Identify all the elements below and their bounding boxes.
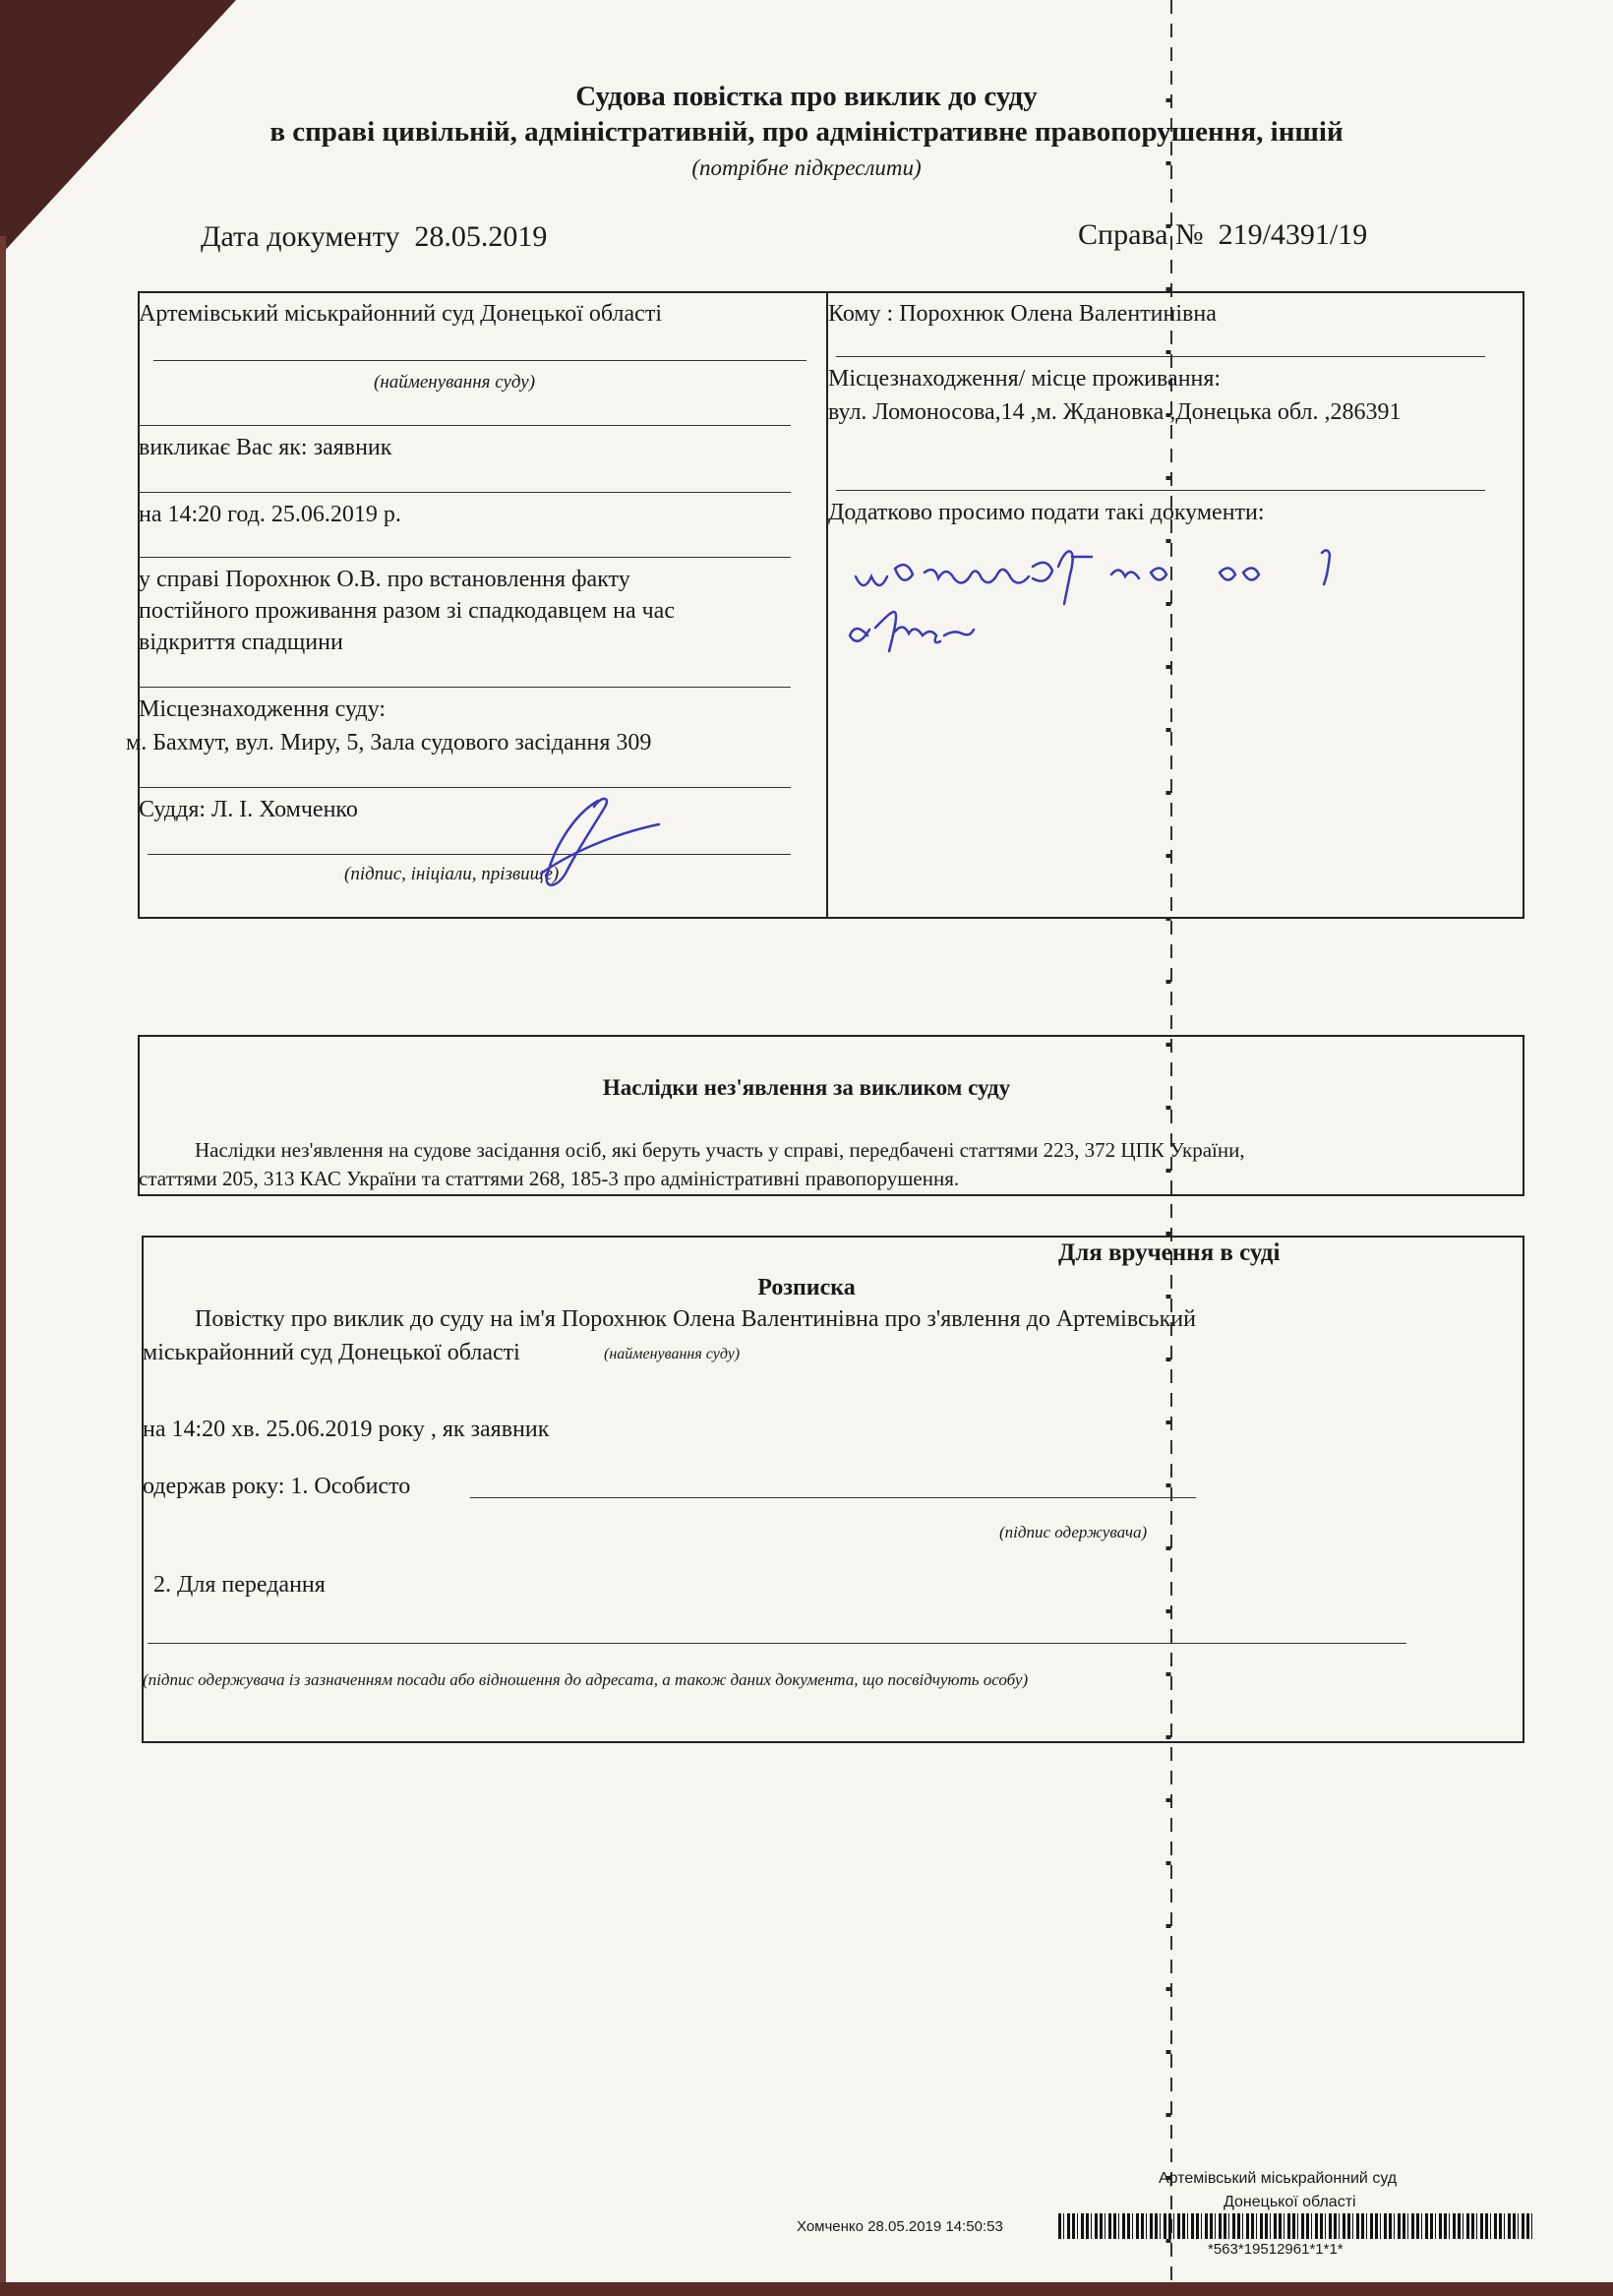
page-subtitle: (потрібне підкреслити) xyxy=(691,155,922,180)
recipient-caption: (підпис одержувача) xyxy=(999,1523,1148,1541)
address-line xyxy=(836,490,1485,491)
stamp-printed: Хомченко 28.05.2019 14:50:53 xyxy=(797,2218,1003,2235)
judge-name: Суддя: Л. І. Хомченко xyxy=(139,797,358,822)
date-label: Дата документу xyxy=(201,220,400,253)
for-court-label: Для вручення в суді xyxy=(1058,1239,1281,1266)
transfer-line xyxy=(148,1643,1406,1644)
stamp-court-line2: Донецької області xyxy=(1224,2194,1356,2210)
receipt-transfer: 2. Для передання xyxy=(153,1572,326,1598)
recipient-name: Кому : Порохнюк Олена Валентинівна xyxy=(828,301,1217,327)
stamp-court-line1: Артемівський міськрайонний суд xyxy=(1159,2170,1398,2187)
barcode xyxy=(1058,2213,1534,2239)
stamp-code: *563*19512961*1*1* xyxy=(1208,2241,1344,2258)
document-date xyxy=(201,220,547,254)
row-line xyxy=(138,787,791,788)
row-line xyxy=(138,687,791,688)
receipt-court-caption: (найменування суду) xyxy=(604,1346,741,1362)
court-location-label: Місцезнаходження суду: xyxy=(139,696,387,722)
address-value: вул. Ломоносова,14 ,м. Ждановка ,Донецька обл. ,286391 xyxy=(828,399,1402,425)
address-label: Місцезнаходження/ місце проживання: xyxy=(828,366,1222,392)
signature-caption: (підпис, ініціали, прізвище) xyxy=(344,864,560,884)
case-label: Справа № xyxy=(1078,218,1204,251)
receipt-text-line1: Повістку про виклик до суду на ім'я Порохнюк Олена Валентинівна про з'явлення до Артемівський xyxy=(195,1306,1196,1332)
case-description-line2: постійного проживання разом зі спадкодавцем на час xyxy=(139,598,675,624)
consequences-text-line1: Наслідки нез'явлення на судове засідання осіб, які беруть участь у справі, передбачені статтями 223, 372 ЦПК України, xyxy=(195,1138,1245,1162)
row-line xyxy=(138,557,791,558)
recipient-signature-line xyxy=(470,1497,1196,1498)
case-description-line1: у справі Порохнюк О.В. про встановлення факту xyxy=(139,567,630,592)
court-name: Артемівський міськрайонний суд Донецької області xyxy=(139,301,662,327)
receipt-received: одержав року: 1. Особисто xyxy=(143,1474,411,1499)
receipt-footer-caption: (підпис одержувача із зазначенням посади або відношення до адресата, а також даних документа, що посвідчують особу) xyxy=(143,1670,1029,1689)
handwritten-note xyxy=(846,547,1456,675)
hearing-time: на 14:20 год. 25.06.2019 р. xyxy=(139,502,401,527)
page-title: Судова повістка про виклик до суду xyxy=(575,81,1038,112)
judge-signature xyxy=(511,787,669,895)
consequences-title: Наслідки нез'явлення за викликом суду xyxy=(602,1075,1011,1100)
consequences-text-line2: статтями 205, 313 КАС України та статтями 268, 185-3 про адміністративні правопорушення. xyxy=(139,1167,960,1190)
page-title-line2: в справі цивільній, адміністративній, про адміністративне правопорушення, іншій xyxy=(269,116,1344,148)
documents-label: Додатково просимо подати такі документи: xyxy=(828,500,1265,525)
case-number xyxy=(1078,218,1367,252)
court-location-value: м. Бахмут, вул. Миру, 5, Зала судового засідання 309 xyxy=(126,730,652,755)
court-line xyxy=(153,360,806,361)
case-description-line3: відкриття спадщини xyxy=(139,630,343,655)
recipient-line xyxy=(836,356,1485,357)
case-value: 219/4391/19 xyxy=(1218,218,1368,251)
bottom-edge xyxy=(0,2282,1613,2296)
receipt-title: Розписка xyxy=(757,1275,856,1300)
row-line xyxy=(138,492,791,493)
receipt-text-line2: міськрайонний суд Донецької області xyxy=(143,1340,520,1365)
date-value: 28.05.2019 xyxy=(414,220,548,253)
receipt-time: на 14:20 хв. 25.06.2019 року , як заявник xyxy=(143,1417,550,1442)
summons-as: викликає Вас як: заявник xyxy=(139,435,392,460)
row-line xyxy=(138,425,791,426)
signature-line xyxy=(148,854,791,855)
court-caption: (найменування суду) xyxy=(374,372,536,393)
